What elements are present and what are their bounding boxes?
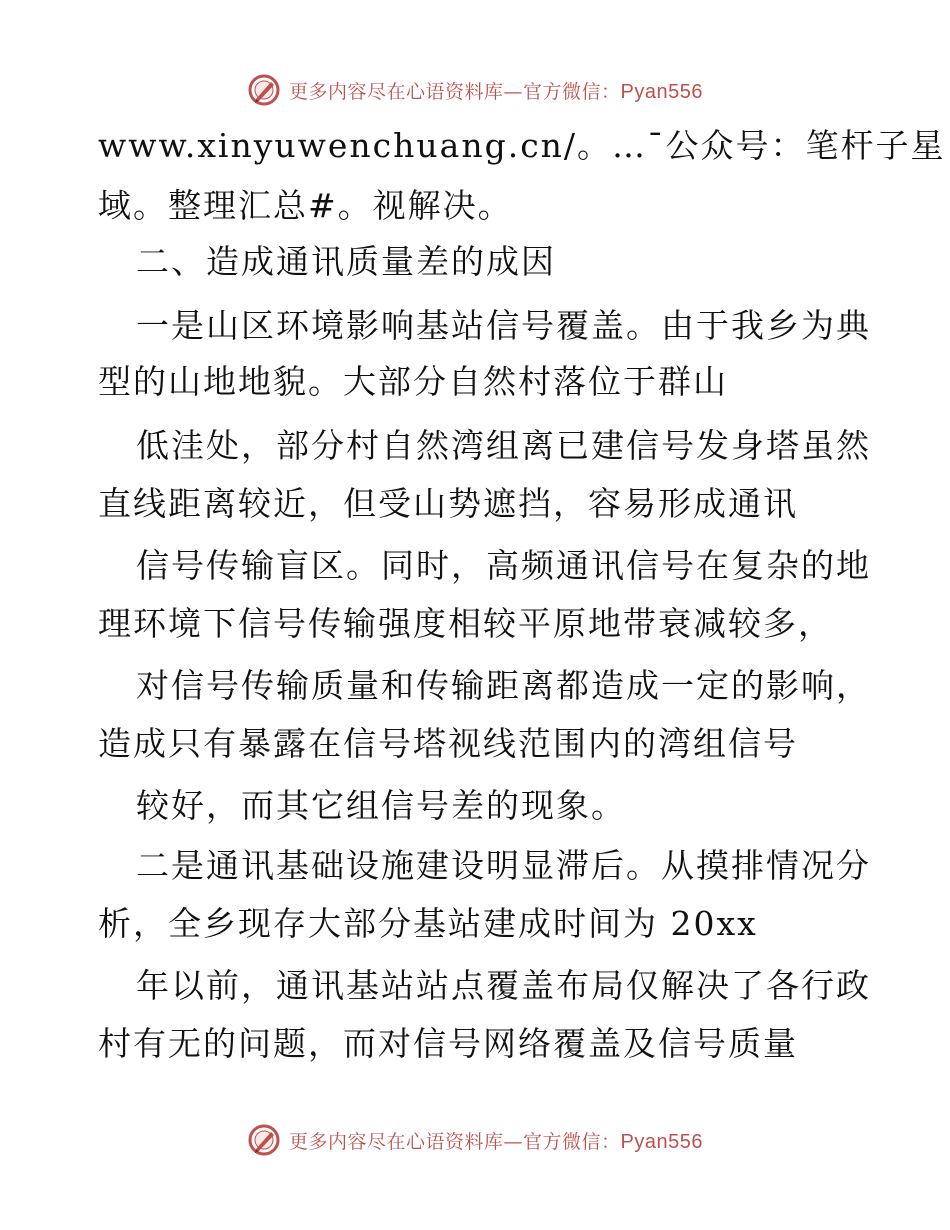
body-line-10: 对信号传输质量和传输距离都造成一定的影响， [136, 666, 871, 705]
body-line-4: 一是山区环境影响基站信号覆盖。由于我乡为典 [136, 306, 871, 345]
section-heading: 二、造成通讯质量差的成因 [136, 242, 556, 281]
footer-banner [0, 1120, 950, 1160]
body-line-13: 二是通讯基础设施建设明显滞后。从摸排情况分 [136, 846, 871, 885]
body-line-14: 析，全乡现存大部分基站建成时间为 20xx [98, 904, 758, 943]
quill-pen-seal-icon [247, 1123, 281, 1157]
footer-banner-text: 更多内容尽在心语资料库—官方微信：Pyan556 [289, 1130, 703, 1153]
body-line-12: 较好，而其它组信号差的现象。 [136, 786, 626, 825]
body-line-15: 年以前，通讯基站站点覆盖布局仅解决了各行政 [136, 966, 871, 1005]
body-line-2: 域。整理汇总#。视解决。 [98, 186, 513, 225]
header-banner [0, 70, 950, 110]
header-banner-text: 更多内容尽在心语资料库—官方微信：Pyan556 [289, 80, 703, 103]
body-line-16: 村有无的问题，而对信号网络覆盖及信号质量 [98, 1024, 798, 1063]
body-line-5: 型的山地地貌。大部分自然村落位于群山 [98, 362, 728, 401]
quill-pen-seal-icon [247, 73, 281, 107]
body-line-7: 直线距离较近，但受山势遮挡，容易形成通讯 [98, 484, 798, 523]
body-line-1: www.xinyuwenchuang.cn/。…¯公众号：笔杆子星 [98, 126, 946, 165]
body-line-6: 低洼处，部分村自然湾组离已建信号发身塔虽然 [136, 426, 871, 465]
body-line-9: 理环境下信号传输强度相较平原地带衰减较多， [98, 604, 833, 643]
body-line-8: 信号传输盲区。同时，高频通讯信号在复杂的地 [136, 546, 871, 585]
body-line-11: 造成只有暴露在信号塔视线范围内的湾组信号 [98, 724, 798, 763]
